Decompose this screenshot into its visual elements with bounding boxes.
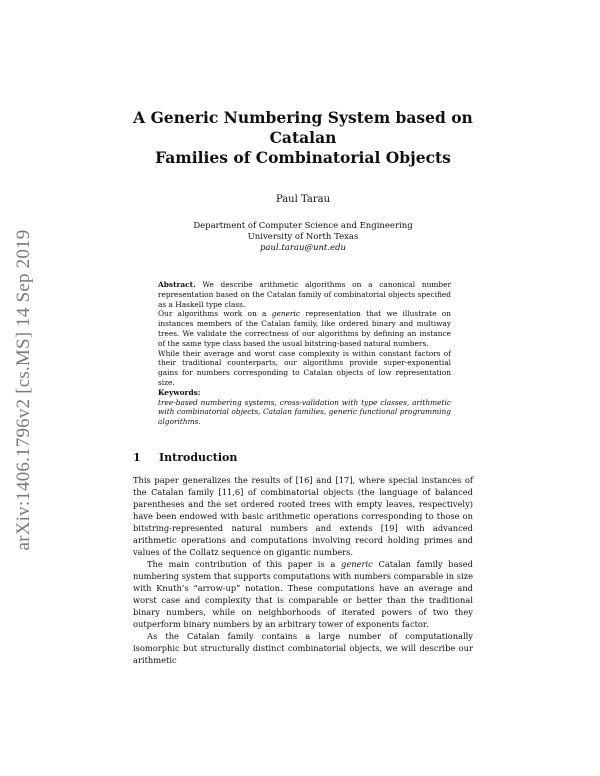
affiliation-university: University of North Texas xyxy=(247,232,359,242)
keywords-list: tree-based numbering systems, cross-validation with type classes, arithmetic with combinatorial objects, Catalan families, generic functional programming algorithms. xyxy=(158,397,451,427)
abstract-text-1: We describe arithmetic algorithms on a canonical number representation based on the Catalan family of combinatorial objects specified as a Haskell type class. xyxy=(158,280,451,309)
intro-text-2a: The main contribution of this paper is a xyxy=(147,558,342,569)
abstract-emphasis: generic xyxy=(271,309,301,319)
abstract-paragraph-1 xyxy=(158,280,451,309)
author-email: paul.tarau@unt.edu xyxy=(259,243,346,253)
author-name: Paul Tarau xyxy=(275,194,331,205)
introduction-body xyxy=(133,474,473,666)
abstract-paragraph-2 xyxy=(158,309,451,348)
abstract-paragraph-3: While their average and worst case complexity is within constant factors of their traditional counterparts, our algorithms provide super-exponential gains for numbers corresponding to Catalan objects of low representation size. xyxy=(158,348,451,387)
section-number: 1 xyxy=(133,450,141,464)
arxiv-identifier: arXiv:1406.1796v2 [cs.MS] 14 Sep 2019 xyxy=(13,229,34,551)
keywords-heading: Keywords: xyxy=(158,387,201,397)
intro-text-2b: Catalan family based numbering system that supports computations with numbers comparable in size with Knuth’s “arrow-up” notation. These computations have an average and worst case and complexity that is comparable or better than the traditional binary numbers, while on neighborhoods of iterated powers of two they outperform binary numbers by an arbitrary tower of exponents factor. xyxy=(133,558,473,629)
abstract-block xyxy=(158,280,451,427)
intro-paragraph-1: This paper generalizes the results of [16] and [17], where special instances of the Catalan family [11,6] of combinatorial objects (the language of balanced parentheses and the set ordered rooted trees with empty leaves, respectively) have been endowed with basic arithmetic operations corresponding to those on bitstring-represented natural numbers and extends [19] with advanced arithmetic operations and computations involving record holding primes and values of the Collatz sequence on gigantic numbers. xyxy=(133,474,473,557)
abstract-heading: Abstract. xyxy=(158,280,196,289)
intro-paragraph-2 xyxy=(133,558,473,630)
intro-paragraph-3: As the Catalan family contains a large number of computationally isomorphic but structurally distinct combinatorial objects, we will describe our arithmetic xyxy=(133,630,473,665)
arxiv-identifier-stamp xyxy=(4,200,44,580)
intro-emphasis: generic xyxy=(341,558,373,569)
paper-title xyxy=(133,108,473,168)
keywords-block xyxy=(158,388,451,427)
paper-page xyxy=(133,108,473,666)
affiliation-block xyxy=(133,221,473,254)
abstract-text-2a: Our algorithms work on a xyxy=(158,309,272,319)
abstract-text-2b: representation that we illustrate on instances members of the Catalan family, like ordered binary and multiway trees. We validate the correctness of our algorithms by defining an instance of the same type class based the usual bitstring-based natural numbers. xyxy=(158,309,451,348)
affiliation-department: Department of Computer Science and Engineering xyxy=(193,221,413,231)
section-heading-introduction xyxy=(133,451,473,464)
title-line-1: A Generic Numbering System based on Catalan xyxy=(133,108,473,147)
section-title: Introduction xyxy=(159,450,238,464)
title-line-2: Families of Combinatorial Objects xyxy=(155,148,451,167)
